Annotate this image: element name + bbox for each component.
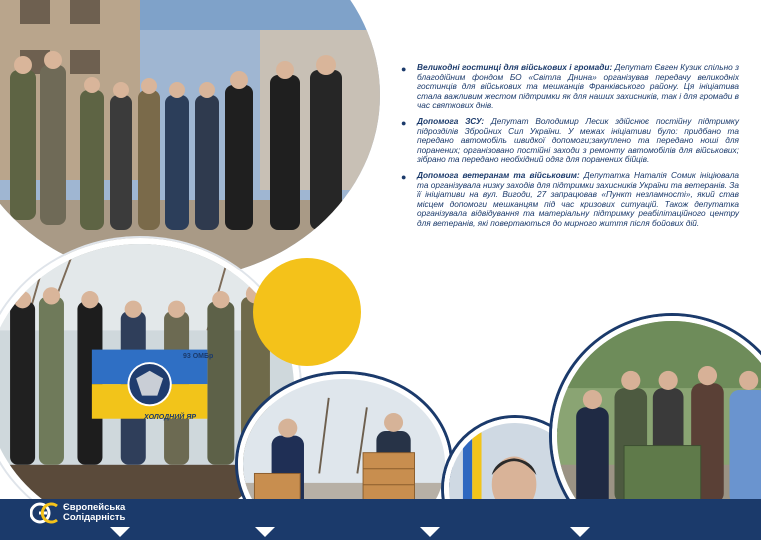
entry-body: Депутатка Наталія Сомик ініціювала та організувала низку заходів для підтримки захисників України та ветеранів. За її ініціативи на вул. Вигоди, 27 запрацювaв «Пункт незламності», який став місцем допомоги мешканцям під час кризових ситуацій. Також депутатка організувала відвідування та матеріальну підтримку реабілітаційного центру для ветеранів, які повертаються до мирного життя після бойових дій. [417,169,739,228]
entry-lead: Великодні гостинці для військових і громади: [417,62,613,72]
entry-paragraph [417,117,739,165]
flag-top-text: 93 ОМБр [183,353,214,360]
yellow-accent-circle [253,258,361,366]
party-logo [30,501,125,525]
entry-lead: Допомога ветеранам та військовим: [417,169,580,180]
group-photo-soldiers [0,0,380,280]
bullet-icon: ● [401,171,407,182]
entry-zsu-support [401,117,739,165]
chevron-down-icon [255,527,275,537]
chevron-down-icon [110,527,130,537]
entry-paragraph [417,171,739,229]
entry-veterans-support [401,171,739,229]
european-solidarity-logo-icon [30,501,58,525]
entry-body: Депутат Євген Кузик спільно з благодійним фондом БО «Світла Днина» організував передачу великодніх гостинців для військових та мешканців Франківського району. Ця ініціатива стала важливим жестом підтримки як для наших захисників, так і для громади в час святкових днів. [417,62,739,111]
entry-easter-gifts [401,63,739,111]
entry-paragraph [417,63,739,111]
bullet-icon: ● [401,64,407,74]
logo-line-1: Європейська [63,502,126,513]
entry-lead: Допомога ЗСУ: [417,115,485,126]
logo-line-2: Солідарність [63,512,126,523]
bullet-icon: ● [401,117,407,128]
text-column [401,63,739,235]
chevron-down-icon [570,527,590,537]
chevron-down-icon [420,527,440,537]
flag-bottom-text: ХОЛОДНИЙ ЯР [144,414,196,421]
entry-body: Депутат Володимир Лесик здійснює постійну підтримку підрозділів Збройних Сил України. У межах ініціативи було: придбано та передано автомобіль швидкої допомоги;закуплено та передано ноші для поранених; організовано постійні заходи з ремонту автомобілів для військових; зібрано та передано необхідний одяг для поранених бійців. [417,115,739,165]
